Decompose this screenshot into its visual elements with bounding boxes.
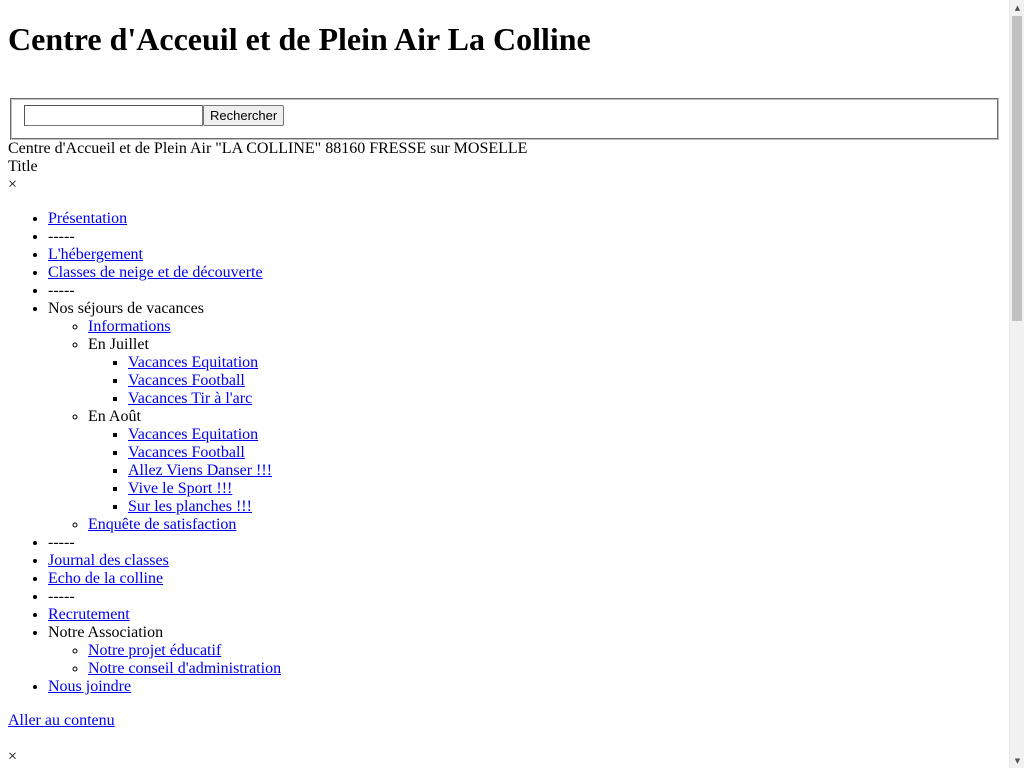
menu-link-journal[interactable]: Journal des classes [48,552,169,569]
menu-item-presentation [48,210,1009,228]
menu-item-journal [48,552,1009,570]
scroll-up-icon[interactable]: ▲ [1014,3,1021,12]
juillet-link-equitation[interactable]: Vacances Equitation [128,354,259,371]
submenu-item-juillet [88,336,1009,408]
submenu-item-projet [88,642,1009,660]
search-input[interactable] [24,105,203,126]
close-icon[interactable]: × [8,176,18,193]
juillet-item [128,372,1009,390]
menu-item-recrutement [48,606,1009,624]
submenu-link-enquete[interactable]: Enquête de satisfaction [88,516,237,533]
aout-link-planches[interactable]: Sur les planches !!! [128,498,252,515]
menu-item-echo [48,570,1009,588]
menu-item-hebergement [48,246,1009,264]
menu-label-association: Notre Association [48,624,164,641]
menu-link-recrutement[interactable]: Recrutement [48,606,130,623]
page-inner [0,21,1009,766]
submenu-juillet-list [88,354,1009,408]
scroll-down-icon[interactable]: ▼ [1014,756,1021,765]
menu-separator: • ----- [48,588,1009,606]
submenu-link-conseil[interactable]: Notre conseil d'administration [88,660,282,677]
submenu-item-informations [88,318,1009,336]
main-menu [8,210,1009,696]
menu-link-joindre[interactable]: Nous joindre [48,678,132,695]
menu-link-echo[interactable]: Echo de la colline [48,570,164,587]
menu-item-classes [48,264,1009,282]
submenu-aout-list [88,426,1009,516]
submenu-item-aout [88,408,1009,516]
submenu-label-aout: En Août [88,408,141,425]
title-label: Title [8,158,38,175]
submenu-sejours [48,318,1009,534]
aout-link-equitation[interactable]: Vacances Equitation [128,426,259,443]
submenu-link-projet[interactable]: Notre projet éducatif [88,642,222,659]
vertical-scrollbar[interactable] [1009,0,1024,768]
submenu-item-conseil [88,660,1009,678]
submenu-item-enquete [88,516,1009,534]
aout-item [128,480,1009,498]
menu-link-classes[interactable]: Classes de neige et de découverte [48,264,263,281]
aout-link-football[interactable]: Vacances Football [128,444,245,461]
aout-link-sport[interactable]: Vive le Sport !!! [128,480,233,497]
menu-item-association [48,624,1009,678]
aout-item [128,498,1009,516]
menu-item-joindre [48,678,1009,696]
aout-item [128,462,1009,480]
menu-separator: • ----- [48,282,1009,300]
search-form [10,98,999,140]
search-button[interactable]: Rechercher [203,105,284,126]
submenu-link-informations[interactable]: Informations [88,318,171,335]
aout-link-danser[interactable]: Allez Viens Danser !!! [128,462,273,479]
aout-item [128,426,1009,444]
menu-separator: • ----- [48,228,1009,246]
juillet-item [128,390,1009,408]
aout-item [128,444,1009,462]
submenu-label-juillet: En Juillet [88,336,149,353]
close-icon[interactable]: × [8,748,18,765]
menu-link-presentation[interactable]: Présentation [48,210,128,227]
address-line: Centre d'Accueil et de Plein Air "LA COLLINE" 88160 FRESSE sur MOSELLE [8,140,528,157]
menu-item-sejours [48,300,1009,534]
submenu-association [48,642,1009,678]
menu-label-sejours: Nos séjours de vacances [48,300,204,317]
juillet-link-tir-arc[interactable]: Vacances Tir à l'arc [128,390,253,407]
menu-separator: • ----- [48,534,1009,552]
juillet-item [128,354,1009,372]
menu-link-hebergement[interactable]: L'hébergement [48,246,143,263]
scrollbar-thumb[interactable] [1012,16,1022,321]
site-title: Centre d'Acceuil et de Plein Air La Colline [8,21,591,57]
skip-link-wrapper [8,712,1009,730]
skip-to-content-link[interactable]: Aller au contenu [8,712,115,729]
juillet-link-football[interactable]: Vacances Football [128,372,245,389]
